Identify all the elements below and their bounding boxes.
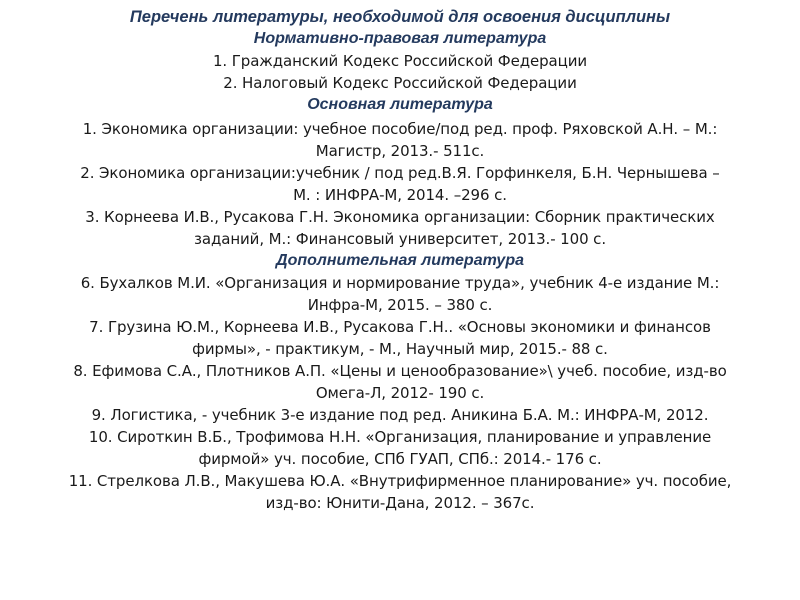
list-item: 2. Налоговый Кодекс Российской Федерации <box>223 74 577 92</box>
list-item-line: изд-во: Юнити-Дана, 2012. – 367с. <box>265 494 535 512</box>
list-item-line: Омега-Л, 2012- 190 с. <box>315 384 485 402</box>
list-item-line: Магистр, 2013.- 511с. <box>315 142 485 160</box>
list-item-line: 3. Корнеева И.В., Русакова Г.Н. Экономика организации: Сборник практических <box>85 208 715 226</box>
list-item-line: заданий, М.: Финансовый университет, 2013.- 100 с. <box>194 230 606 248</box>
list-item-line: 6. Бухалков М.И. «Организация и нормирование труда», учебник 4-е издание М.: <box>80 274 720 292</box>
list-item-line: 10. Сироткин В.Б., Трофимова Н.Н. «Организация, планирование и управление <box>88 428 712 446</box>
page-title: Перечень литературы, необходимой для освоения дисциплины <box>129 8 671 26</box>
section-heading-main: Основная литература <box>307 96 493 113</box>
section-heading-additional: Дополнительная литература <box>276 252 524 269</box>
list-item-line: 1. Экономика организации: учебное пособие/под ред. проф. Ряховской А.Н. – М.: <box>82 120 718 138</box>
section-heading-normative: Нормативно-правовая литература <box>253 30 547 47</box>
list-item: 1. Гражданский Кодекс Российской Федерации <box>212 52 588 70</box>
list-item-line: Инфра-М, 2015. – 380 с. <box>307 296 493 314</box>
list-item-line: фирмы», - практикум, - М., Научный мир, 2015.- 88 с. <box>192 340 608 358</box>
list-item-line: 11. Стрелкова Л.В., Макушева Ю.А. «Внутрифирменное планирование» уч. пособие, <box>68 472 732 490</box>
list-item-line: фирмой» уч. пособие, СПб ГУАП, СПб.: 2014.- 176 с. <box>198 450 602 468</box>
list-item-line: М. : ИНФРА-М, 2014. –296 с. <box>293 186 507 204</box>
list-item-line: 9. Логистика, - учебник 3-е издание под ред. Аникина Б.А. М.: ИНФРА-М, 2012. <box>91 406 709 424</box>
list-item-line: 2. Экономика организации:учебник / под ред.В.Я. Горфинкеля, Б.Н. Чернышева – <box>80 164 720 182</box>
list-item-line: 8. Ефимова С.А., Плотников А.П. «Цены и ценообразование»\ учеб. пособие, изд-во <box>73 362 727 380</box>
list-item-line: 7. Грузина Ю.М., Корнеева И.В., Русакова Г.Н.. «Основы экономики и финансов <box>89 318 711 336</box>
